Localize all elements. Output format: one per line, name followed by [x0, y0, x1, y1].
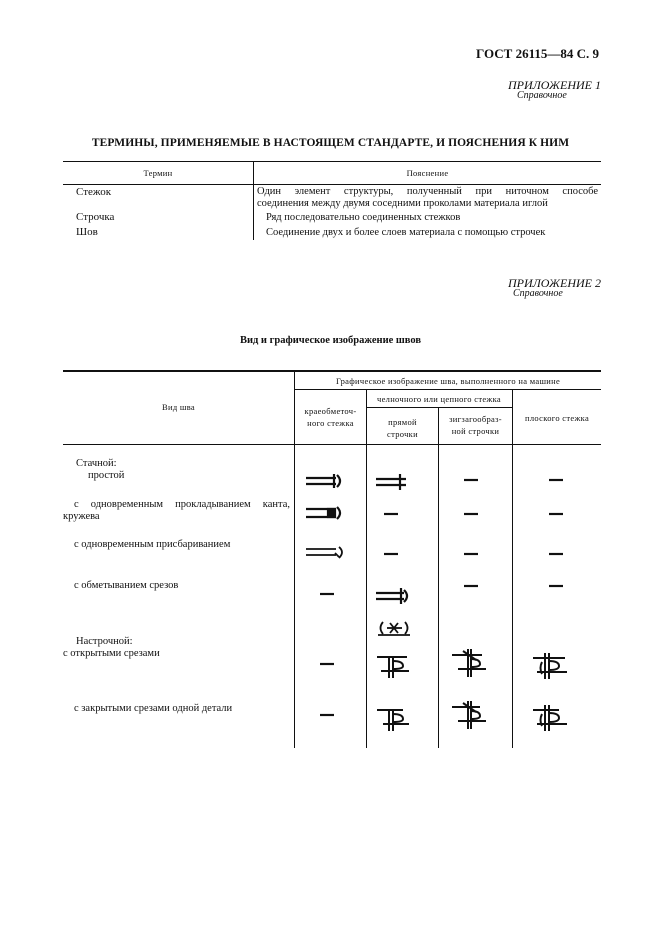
symbol-simple-flat — [549, 478, 565, 482]
seam-simple-label: простой — [88, 470, 125, 481]
appendix-1-label: ПРИЛОЖЕНИЕ 1 — [508, 78, 601, 92]
seams-col-divider-2 — [366, 389, 367, 748]
term-seam: Шов — [76, 226, 98, 238]
symbol-simple-straight — [376, 473, 410, 493]
seam-group-topstitch-label: Настрочной: — [76, 636, 133, 647]
symbol-closed-straight — [377, 706, 411, 732]
symbol-closed-zigzag — [452, 700, 488, 730]
seam-piping-label-2: кружева — [63, 511, 100, 522]
symbol-overcast-zigzag — [464, 584, 480, 588]
seams-col-divider-3 — [438, 407, 439, 748]
seams-chain-group-rule — [366, 407, 512, 408]
symbol-overcast-straight — [376, 587, 412, 607]
appendix-2-status: Справочное — [513, 288, 563, 299]
seams-col-zigzag-header-2: ной строчки — [451, 426, 500, 436]
seams-col-zigzag-header-1: зигзагообраз- — [449, 414, 502, 424]
term-stitch: Стежок — [76, 186, 112, 198]
seams-col-overlock-header-2: ного стежка — [307, 418, 354, 428]
symbol-open-overlock — [320, 662, 336, 666]
seam-closed-edges-label: с закрытыми срезами одной детали — [74, 703, 233, 714]
terms-col-term-header: Термин — [143, 168, 173, 178]
seam-piping-label-1: с одновременным прокладыванием канта, — [74, 499, 290, 510]
seams-table-title: Вид и графическое изображение швов — [239, 335, 422, 346]
seams-col-overlock-header-1: краеобметоч- — [304, 406, 357, 416]
seams-col-divider-4 — [512, 389, 513, 748]
seam-open-edges-label: с открытыми срезами — [63, 648, 160, 659]
seam-group-lap-label: Стачной: — [76, 458, 117, 469]
symbol-basting-flat — [549, 552, 565, 556]
symbol-overcast-straight-extra — [378, 620, 412, 636]
term-seam-expl: Соединение двух и более слоев материала с помощью строчек — [266, 227, 546, 238]
terms-table-title: ТЕРМИНЫ, ПРИМЕНЯЕМЫЕ В НАСТОЯЩЕМ СТАНДАРТЕ, И ПОЯСНЕНИЯ К НИМ — [91, 137, 570, 149]
seams-col-graphic-header: Графическое изображение шва, выполненного на машине — [335, 376, 561, 386]
symbol-closed-overlock — [320, 713, 336, 717]
symbol-open-straight — [377, 653, 411, 679]
symbol-simple-zigzag — [464, 478, 480, 482]
document-code: ГОСТ 26115—84 С. 9 — [476, 46, 599, 61]
appendix-2-label: ПРИЛОЖЕНИЕ 2 — [508, 276, 601, 290]
symbol-closed-flat — [533, 704, 569, 732]
symbol-open-zigzag — [452, 648, 488, 678]
seams-col-straight-header-2: строчки — [387, 429, 418, 439]
symbol-basting-overlock — [306, 543, 346, 563]
symbol-piping-zigzag — [464, 512, 480, 516]
seams-col-chain-group-header: челночного или цепного стежка — [377, 394, 501, 404]
seams-col-flat-header: плоского стежка — [524, 413, 590, 423]
symbol-open-flat — [533, 652, 569, 680]
symbol-piping-flat — [549, 512, 565, 516]
seams-col-kind-header: Вид шва — [162, 402, 195, 412]
symbol-piping-straight — [384, 512, 400, 516]
seams-table-top-rule — [63, 370, 601, 372]
symbol-overcast-overlock — [320, 592, 336, 596]
terms-table-header-rule — [63, 184, 601, 185]
terms-table-top-rule — [63, 161, 601, 162]
symbol-simple-overlock — [306, 472, 346, 492]
appendix-1-status: Справочное — [517, 90, 567, 101]
seams-graphic-header-rule — [294, 389, 601, 390]
term-stitch-expl-1: Один элемент структуры, полученный при ниточном способе — [257, 186, 598, 197]
seams-col-straight-header-1: прямой — [388, 417, 417, 427]
symbol-basting-zigzag — [464, 552, 480, 556]
symbol-basting-straight — [384, 552, 400, 556]
term-stitch-expl-2: соединения между двумя соседними проколами материала иглой — [257, 198, 548, 209]
term-stitch-line: Строчка — [76, 211, 115, 223]
symbol-overcast-flat — [549, 584, 565, 588]
seam-overcast-label: с обметыванием срезов — [74, 580, 179, 591]
symbol-piping-overlock — [306, 504, 346, 524]
term-stitch-line-expl: Ряд последовательно соединенных стежков — [266, 212, 461, 223]
terms-col-expl-header: Пояснение — [406, 168, 449, 178]
seams-header-bottom-rule — [63, 444, 601, 445]
seam-basting-label: с одновременным присбариванием — [74, 539, 231, 550]
